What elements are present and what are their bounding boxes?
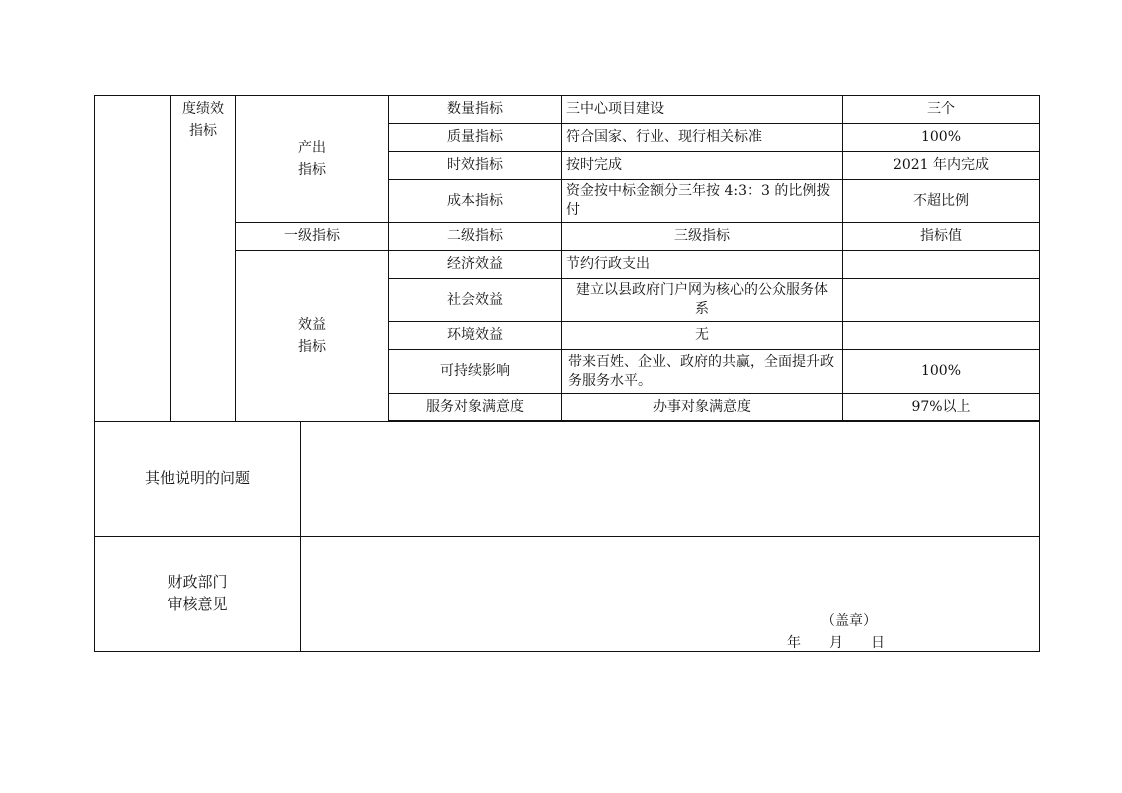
performance-indicator-table bbox=[94, 95, 1040, 422]
level3-cell: 符合国家、行业、现行相关标准 bbox=[562, 124, 843, 152]
review-table bbox=[94, 421, 1040, 652]
level2-cell: 社会效益 bbox=[389, 279, 562, 322]
section-label: 度绩效指标 bbox=[182, 101, 224, 139]
level3-cell: 带来百姓、企业、政府的共赢，全面提升政务服务水平。 bbox=[562, 350, 843, 394]
benefit-group-label: 效益指标 bbox=[298, 316, 326, 355]
seal-text: （盖章） bbox=[821, 613, 877, 629]
finance-opinion-content bbox=[301, 537, 1040, 652]
value-cell bbox=[843, 322, 1040, 350]
level3-cell: 按时完成 bbox=[562, 152, 843, 180]
output-group-cell bbox=[236, 96, 389, 223]
level3-cell: 无 bbox=[562, 322, 843, 350]
finance-opinion-label-line1: 财政部门 bbox=[167, 574, 228, 591]
value-cell bbox=[843, 279, 1040, 322]
blank-left-cell bbox=[95, 96, 171, 422]
table-row bbox=[95, 251, 1040, 279]
table-row bbox=[95, 96, 1040, 124]
level3-cell: 资金按中标金额分三年按 4:3：3 的比例拨付 bbox=[562, 180, 843, 223]
header-level2: 二级指标 bbox=[389, 223, 562, 251]
header-value: 指标值 bbox=[843, 223, 1040, 251]
level3-cell: 节约行政支出 bbox=[562, 251, 843, 279]
level2-cell: 成本指标 bbox=[389, 180, 562, 223]
level2-cell: 质量指标 bbox=[389, 124, 562, 152]
date-year: 年 bbox=[787, 635, 801, 651]
level2-cell: 经济效益 bbox=[389, 251, 562, 279]
output-group-label: 产出指标 bbox=[298, 140, 326, 178]
other-issues-label: 其他说明的问题 bbox=[95, 422, 301, 537]
finance-opinion-row bbox=[95, 537, 1040, 652]
level2-cell: 数量指标 bbox=[389, 96, 562, 124]
value-cell: 97%以上 bbox=[843, 394, 1040, 421]
date-line bbox=[787, 632, 885, 652]
table-header-row bbox=[95, 223, 1040, 251]
header-level1: 一级指标 bbox=[236, 223, 389, 251]
level3-cell: 建立以县政府门户网为核心的公众服务体系 bbox=[562, 279, 843, 322]
value-cell: 三个 bbox=[843, 96, 1040, 124]
value-cell: 100% bbox=[843, 124, 1040, 152]
value-cell: 100% bbox=[843, 350, 1040, 394]
level2-cell: 环境效益 bbox=[389, 322, 562, 350]
value-cell bbox=[843, 251, 1040, 279]
finance-opinion-label-line2: 审核意见 bbox=[167, 596, 228, 613]
other-issues-row bbox=[95, 422, 1040, 537]
date-month: 月 bbox=[829, 635, 843, 651]
level2-cell: 服务对象满意度 bbox=[389, 394, 562, 421]
value-cell: 不超比例 bbox=[843, 180, 1040, 223]
finance-opinion-label-cell bbox=[95, 537, 301, 652]
level3-cell: 办事对象满意度 bbox=[562, 394, 843, 421]
date-day: 日 bbox=[871, 635, 885, 651]
other-issues-content bbox=[301, 422, 1040, 537]
level2-cell: 时效指标 bbox=[389, 152, 562, 180]
header-level3: 三级指标 bbox=[562, 223, 843, 251]
benefit-group-cell bbox=[236, 251, 389, 422]
level3-cell: 三中心项目建设 bbox=[562, 96, 843, 124]
value-cell: 2021 年内完成 bbox=[843, 152, 1040, 180]
section-label-cell bbox=[171, 96, 236, 422]
level2-cell: 可持续影响 bbox=[389, 350, 562, 394]
